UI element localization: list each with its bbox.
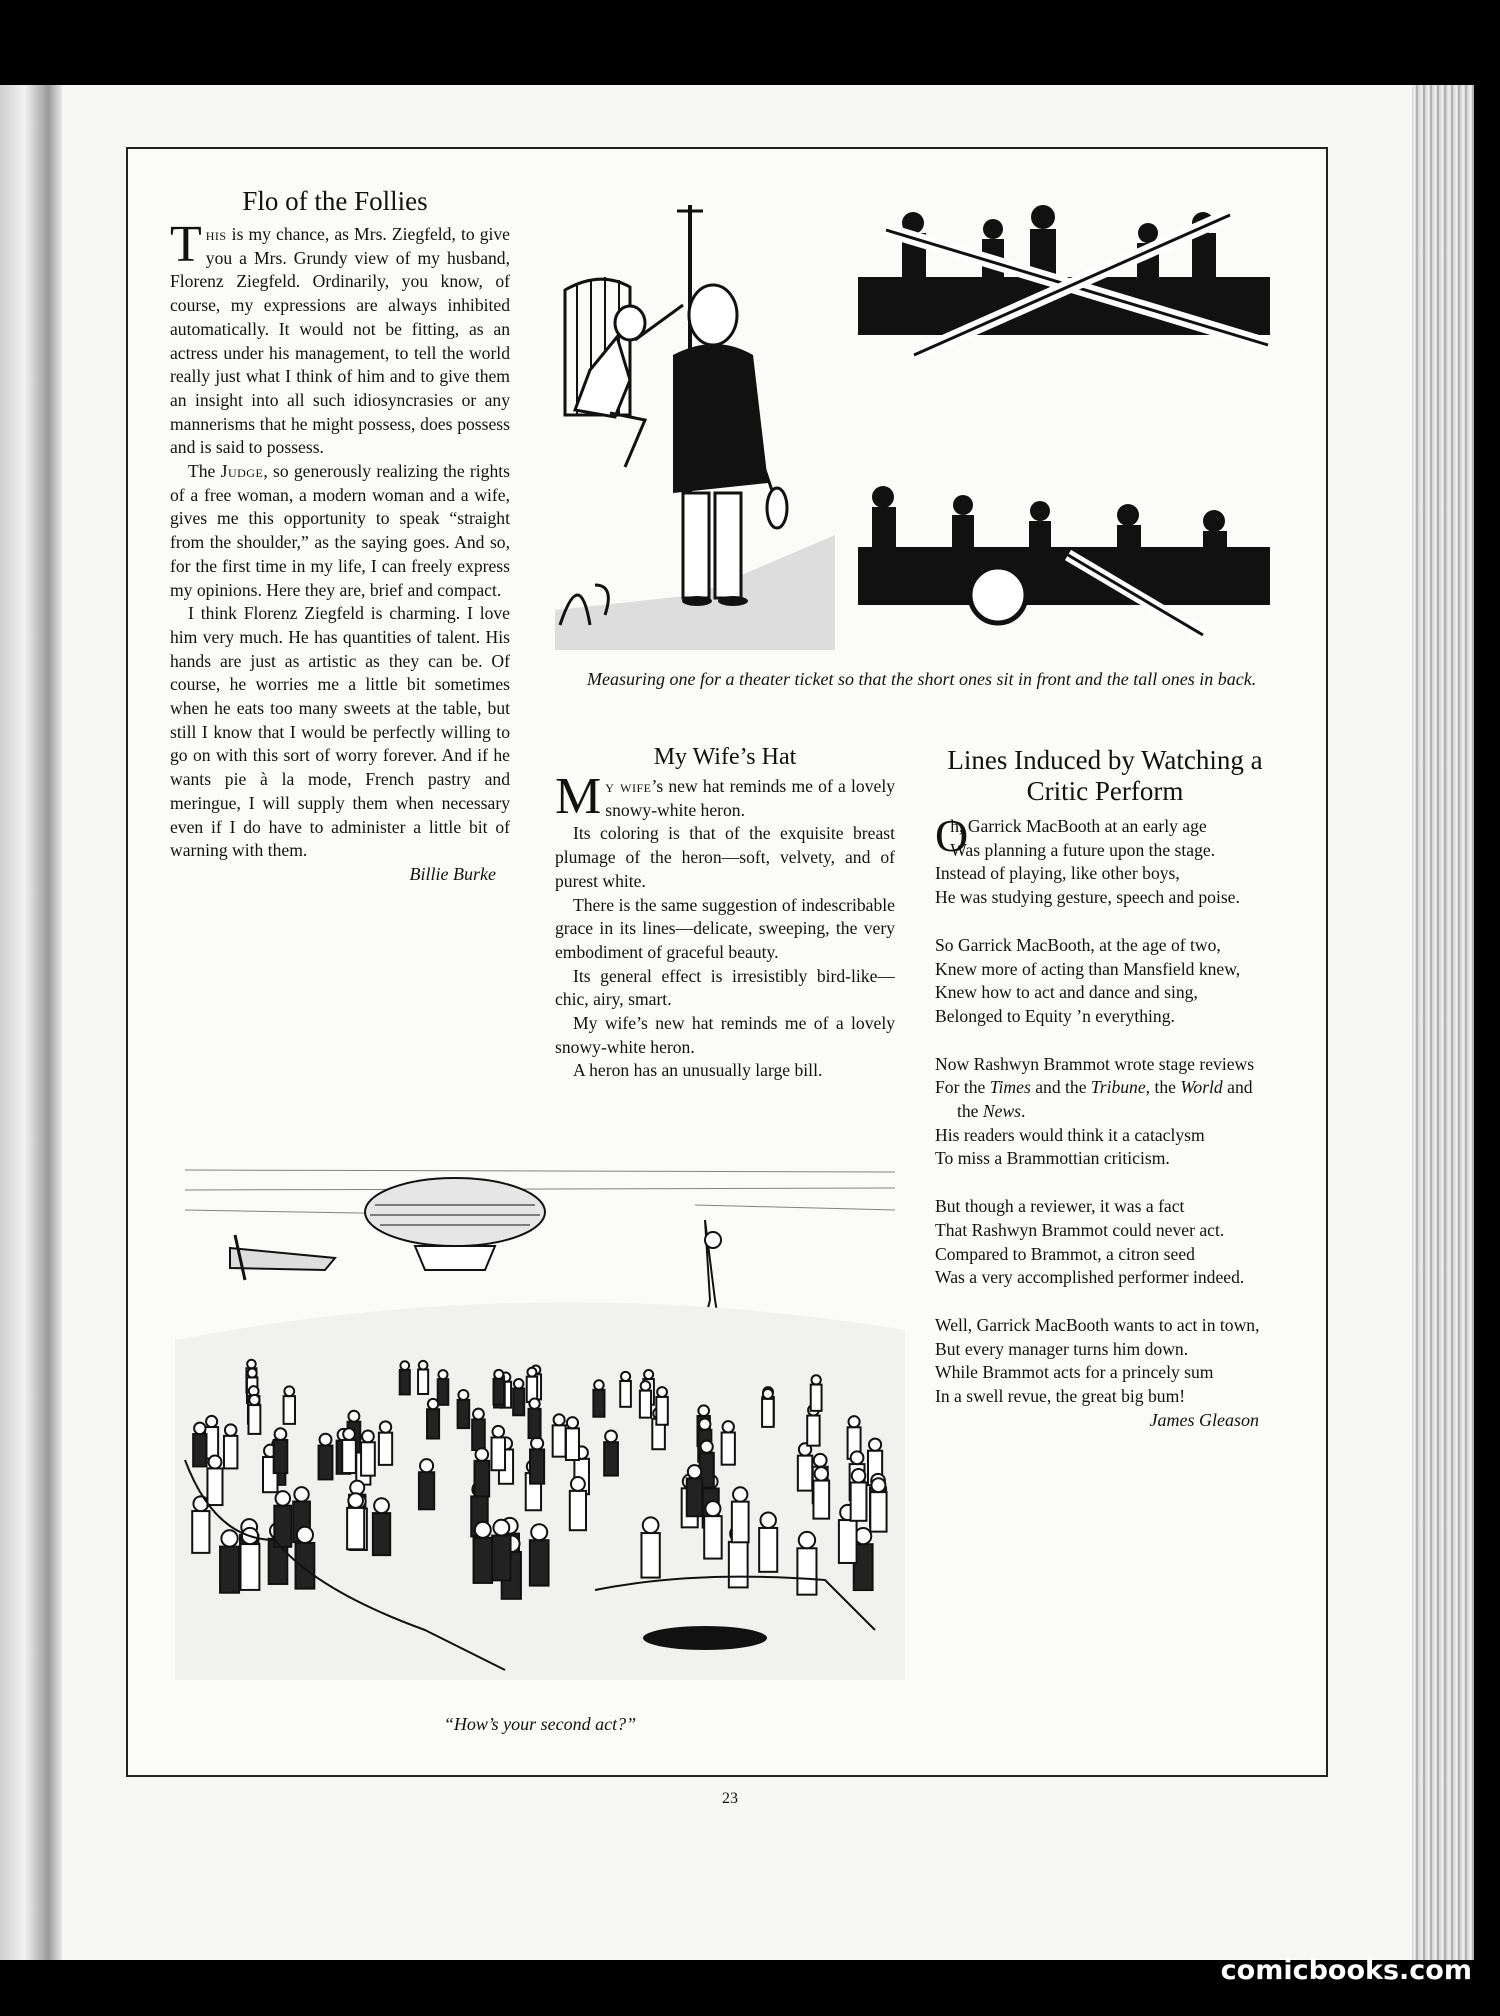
- crowd-figure-head: [249, 1395, 259, 1405]
- crowd-figure-head: [869, 1439, 881, 1451]
- crowd-figure-head: [380, 1421, 391, 1432]
- poem-line: He was studying gesture, speech and poise.: [935, 887, 1240, 908]
- crowd-figure-head: [763, 1389, 773, 1399]
- crowd-figure-head: [420, 1459, 433, 1472]
- poem-line: His readers would think it a cataclysm: [935, 1124, 1205, 1145]
- crowd-figure-head: [348, 1411, 359, 1422]
- cartoon-caption-second-act: “How’s your second act?”: [443, 1714, 637, 1734]
- crowd-figure-body: [274, 1506, 291, 1547]
- crowd-figure-body: [798, 1456, 812, 1491]
- crowd-figure-head: [657, 1387, 667, 1397]
- paragraph: [170, 460, 510, 602]
- crowd-figure-body: [342, 1440, 356, 1473]
- paragraph: Its general effect is irresistibly bird-like—chic, airy, smart.: [555, 965, 895, 1010]
- poem-line: Well, Garrick MacBooth wants to act in town,: [935, 1314, 1260, 1335]
- crowd-figure-body: [379, 1433, 392, 1465]
- crowd-figure-body: [529, 1409, 541, 1438]
- crowd-figure-head: [699, 1419, 710, 1430]
- crowd-figure-head: [571, 1477, 585, 1491]
- drop-cap: O: [935, 810, 969, 861]
- crowd-figure-body: [400, 1370, 410, 1395]
- crowd-figure-head: [194, 1423, 205, 1434]
- poem-text: and the: [957, 1077, 1253, 1122]
- crowd-figure-body: [224, 1436, 237, 1469]
- crowd-figure-head: [527, 1368, 536, 1377]
- poem-text: , the: [1145, 1077, 1181, 1098]
- newspaper-name: News: [982, 1101, 1022, 1122]
- crowd-figure-head: [458, 1390, 468, 1400]
- crowd-figure-head: [225, 1424, 236, 1435]
- article-body-flo-of-the-follies: [170, 216, 510, 887]
- crowd-figure-head: [248, 1369, 257, 1378]
- crowd-figure-head: [206, 1416, 217, 1427]
- crowd-figure-head: [621, 1372, 630, 1381]
- crowd-figure-head: [733, 1487, 747, 1501]
- crowd-figure-body: [759, 1528, 777, 1572]
- newspaper-name: World: [1180, 1077, 1223, 1098]
- crowd-figure-body: [620, 1381, 631, 1407]
- article-title-flo-of-the-follies: Flo of the Follies: [242, 186, 428, 216]
- paragraph: Its coloring is that of the exquisite breast plumage of the heron—soft, velvety, and of purest white.: [555, 823, 895, 891]
- crowd-figure-body: [566, 1428, 579, 1460]
- article-title-lines-induced: Lines Induced by Watching a Critic Perform: [947, 745, 1263, 807]
- crowd-figure-body: [640, 1391, 651, 1418]
- crowd-figure-head: [438, 1370, 447, 1379]
- crowd-figure-body: [604, 1442, 618, 1475]
- newspaper-name: Tribune: [1090, 1077, 1146, 1098]
- crowd-figure-body: [839, 1520, 857, 1563]
- crowd-figure-head: [871, 1478, 885, 1492]
- poem-line: Was planning a future upon the stage.: [950, 839, 1216, 860]
- lead-words: y wife: [605, 776, 652, 796]
- poem-line: Compared to Brammot, a citron seed: [935, 1243, 1195, 1264]
- crowd-figure-body: [729, 1542, 748, 1588]
- crowd-figure-body: [513, 1388, 524, 1415]
- paragraph: [170, 216, 510, 460]
- paragraph: I think Florenz Ziegfeld is charming. I love him very much. He has quantities of talent. His hands are just as artistic as they can be. Of course, he worries me a little bit sometimes when he eats too many sweets at the table, but still I know that I would be perfectly willing to go on with this sort of worry forever. And if he wants pie à la mode, French pastry and meringue, I will supply them when necessary even if I do have to administer a little bit of warning with them.: [170, 603, 510, 861]
- paragraph-text: The: [188, 461, 221, 482]
- poem-line: Knew more of acting than Mansfield knew,: [935, 958, 1241, 979]
- crowd-figure-body: [656, 1397, 667, 1425]
- crowd-figure-body: [807, 1416, 819, 1446]
- crowd-figure-head: [849, 1416, 860, 1427]
- crowd-figure-head: [701, 1441, 713, 1453]
- crowd-figure-body: [220, 1547, 239, 1593]
- crowd-figure-head: [815, 1467, 828, 1480]
- crowd-figure-head: [193, 1496, 208, 1511]
- crowd-figure-body: [207, 1468, 222, 1505]
- crowd-figure-body: [492, 1437, 505, 1470]
- poem-line: Belonged to Equity ’n everything.: [935, 1005, 1175, 1026]
- crowd-figure-body: [530, 1449, 544, 1483]
- cartoon-silhouettes-right-order: [858, 485, 1270, 645]
- crowd-figure-head: [492, 1426, 504, 1438]
- crowd-figure-head: [297, 1527, 313, 1543]
- lead-word: his: [205, 224, 227, 244]
- crowd-figure-body: [851, 1483, 867, 1521]
- crowd-figure-head: [320, 1434, 332, 1446]
- crowd-figure-body: [553, 1425, 566, 1456]
- crowd-figure-head: [348, 1493, 363, 1508]
- cartoon-caption-measuring: Measuring one for a theater ticket so that the short ones sit in front and the tall ones in back.: [587, 669, 1257, 689]
- poem-line: To miss a Brammottian criticism.: [935, 1148, 1170, 1169]
- crowd-figure-body: [319, 1446, 333, 1480]
- poem-line: In a swell revue, the great big bum!: [935, 1386, 1186, 1407]
- crowd-figure-head: [294, 1487, 308, 1501]
- crowd-figure-head: [723, 1421, 734, 1432]
- crowd-figure-head: [852, 1469, 866, 1483]
- crowd-figure-head: [641, 1381, 651, 1391]
- poem-line: So Garrick MacBooth, at the age of two,: [935, 934, 1221, 955]
- crowd-figure-body: [474, 1461, 489, 1497]
- cartoon-crowd-scene: [175, 1160, 905, 1680]
- crowd-figure-head: [529, 1399, 539, 1409]
- crowd-figure-head: [428, 1399, 438, 1409]
- crowd-figure-body: [641, 1533, 659, 1577]
- poem-text: and the: [1030, 1077, 1091, 1098]
- drop-cap: M: [555, 768, 602, 825]
- crowd-figure-head: [473, 1409, 484, 1420]
- crowd-figure-body: [762, 1399, 774, 1427]
- crowd-figure-body: [193, 1434, 206, 1466]
- crowd-figure-body: [248, 1405, 260, 1434]
- crowd-figure-body: [284, 1396, 295, 1424]
- paragraph-text: is my chance, as Mrs. Ziegfeld, to give you a Mrs. Grundy view of my husband, Florenz Ziegfeld. Ordinarily, you know, of course, my expressions are always inhibited automatically. It would not be fitting, as an actress under his management, to tell the world really just what I think of him and to give them an insight into all such idiosyncrasies or any mannerisms that he might possess, does possess and is said to possess.: [170, 224, 510, 458]
- cartoon-silhouettes-wrong-order: [858, 205, 1270, 365]
- crowd-figure-head: [567, 1417, 578, 1428]
- crowd-figure-body: [732, 1502, 749, 1543]
- crowd-figure-body: [570, 1491, 586, 1530]
- crowd-figure-head: [275, 1428, 287, 1440]
- crowd-figure-body: [530, 1540, 549, 1585]
- crowd-figure-head: [799, 1532, 815, 1548]
- left-page-edge: [0, 85, 62, 1960]
- crowd-figure-head: [594, 1380, 604, 1390]
- crowd-figure-body: [870, 1492, 886, 1531]
- poem-text: For the: [935, 1077, 990, 1098]
- crowd-figure-head: [814, 1454, 827, 1467]
- crowd-figure-body: [347, 1508, 364, 1549]
- crowd-figure-head: [698, 1405, 709, 1416]
- crowd-figure-body: [418, 1370, 428, 1394]
- crowd-figure-head: [374, 1498, 389, 1513]
- crowd-figure-head: [362, 1430, 374, 1442]
- crowd-figure-head: [643, 1517, 659, 1533]
- crowd-figure-head: [493, 1520, 509, 1536]
- crowd-figure-head: [476, 1448, 489, 1461]
- crowd-figure-head: [531, 1437, 543, 1449]
- paragraph: My wife’s new hat reminds me of a lovely snowy-white heron.: [555, 1013, 895, 1057]
- poem-line: Knew how to act and dance and sing,: [935, 982, 1198, 1003]
- poem-line: [935, 1076, 1277, 1123]
- paragraph: A heron has an unusually large bill.: [573, 1060, 823, 1081]
- crowd-figure-head: [284, 1386, 294, 1396]
- crowd-figure-head: [209, 1456, 222, 1469]
- poem-line: That Rashwyn Brammot could never act.: [935, 1219, 1225, 1240]
- crowd-figure-head: [531, 1524, 547, 1540]
- crowd-figure-body: [296, 1543, 315, 1589]
- paragraph-text: , so generously realizing the rights of a free woman, a modern woman and a wife, gives me this opportunity to speak “straight from the shoulder,” as the saying goes. And so, for the first time in my life, I can freely express my opinions. Here they are, brief and compact.: [170, 461, 510, 600]
- crowd-figure-body: [704, 1516, 721, 1558]
- poem-text: .: [1021, 1101, 1026, 1122]
- crowd-figure-body: [274, 1440, 288, 1473]
- crowd-figure-head: [760, 1512, 775, 1527]
- article-title-my-wifes-hat: My Wife’s Hat: [653, 744, 797, 770]
- crowd-figure-body: [687, 1478, 703, 1516]
- crowd-figure-body: [722, 1432, 735, 1464]
- page-stack-edges: [1412, 85, 1474, 1960]
- crowd-figure-body: [472, 1419, 485, 1450]
- crowd-figure-body: [593, 1390, 604, 1417]
- crowd-figure-head: [400, 1361, 409, 1370]
- crowd-figure-head: [494, 1370, 503, 1379]
- crowd-figure-body: [419, 1472, 434, 1509]
- cartoon-measuring-man: [555, 205, 835, 650]
- poem-line: While Brammot acts for a princely sum: [935, 1362, 1214, 1383]
- crowd-figure-body: [474, 1538, 493, 1583]
- crowd-figure-head: [688, 1465, 701, 1478]
- poem-line-text: h, Garrick MacBooth at an early age: [950, 816, 1207, 836]
- crowd-figure-head: [644, 1370, 653, 1379]
- crowd-figure-body: [427, 1409, 439, 1438]
- page-number: 23: [722, 1790, 738, 1807]
- author-signature: Billie Burke: [409, 863, 496, 884]
- crowd-figure-body: [811, 1385, 822, 1411]
- crowd-figure-head: [514, 1379, 523, 1388]
- drop-cap: T: [170, 216, 202, 273]
- magazine-name: Judge: [220, 461, 264, 482]
- poem-line: Was a very accomplished performer indeed.: [935, 1267, 1245, 1288]
- newspaper-name: Times: [989, 1077, 1031, 1098]
- crowd-figure-head: [475, 1522, 491, 1538]
- crowd-figure-body: [361, 1442, 375, 1475]
- crowd-figure-head: [419, 1361, 428, 1370]
- crowd-figure-head: [851, 1451, 864, 1464]
- crowd-figure-head: [605, 1430, 617, 1442]
- poem-lines-induced: [935, 810, 1277, 1432]
- crowd-figure-body: [373, 1513, 390, 1555]
- crowd-figure-head: [812, 1375, 821, 1384]
- crowd-figure-body: [494, 1379, 505, 1405]
- paragraph: There is the same suggestion of indescribable grace in its lines—delicate, sweeping, the very embodiment of graceful beauty.: [555, 894, 895, 962]
- poem-line: Now Rashwyn Brammot wrote stage reviews: [935, 1053, 1255, 1074]
- crowd-figure-head: [221, 1530, 237, 1546]
- poem-line: But though a reviewer, it was a fact: [935, 1196, 1185, 1217]
- watermark-text: comicbooks.com: [1220, 1955, 1472, 1986]
- author-signature: James Gleason: [1149, 1409, 1259, 1430]
- crowd-figure-head: [343, 1428, 355, 1440]
- article-body-my-wifes-hat: [555, 768, 896, 1083]
- crowd-figure-body: [813, 1481, 829, 1519]
- crowd-figure-body: [438, 1379, 449, 1405]
- paragraph: [555, 768, 896, 825]
- poem-line: Instead of playing, like other boys,: [935, 863, 1180, 884]
- crowd-figure-body: [192, 1511, 209, 1553]
- crowd-figure-body: [797, 1548, 816, 1594]
- crowd-figure-body: [492, 1536, 510, 1581]
- crowd-figure-head: [705, 1501, 720, 1516]
- crowd-figure-body: [241, 1544, 260, 1590]
- crowd-figure-head: [554, 1414, 565, 1425]
- poem-line: But every manager turns him down.: [935, 1338, 1189, 1359]
- crowd-figure-head: [276, 1491, 291, 1506]
- crowd-figure-head: [247, 1360, 256, 1369]
- paragraph-text: ’s new hat reminds me of a lovely snowy-white heron.: [605, 776, 896, 820]
- crowd-figure-body: [458, 1400, 470, 1428]
